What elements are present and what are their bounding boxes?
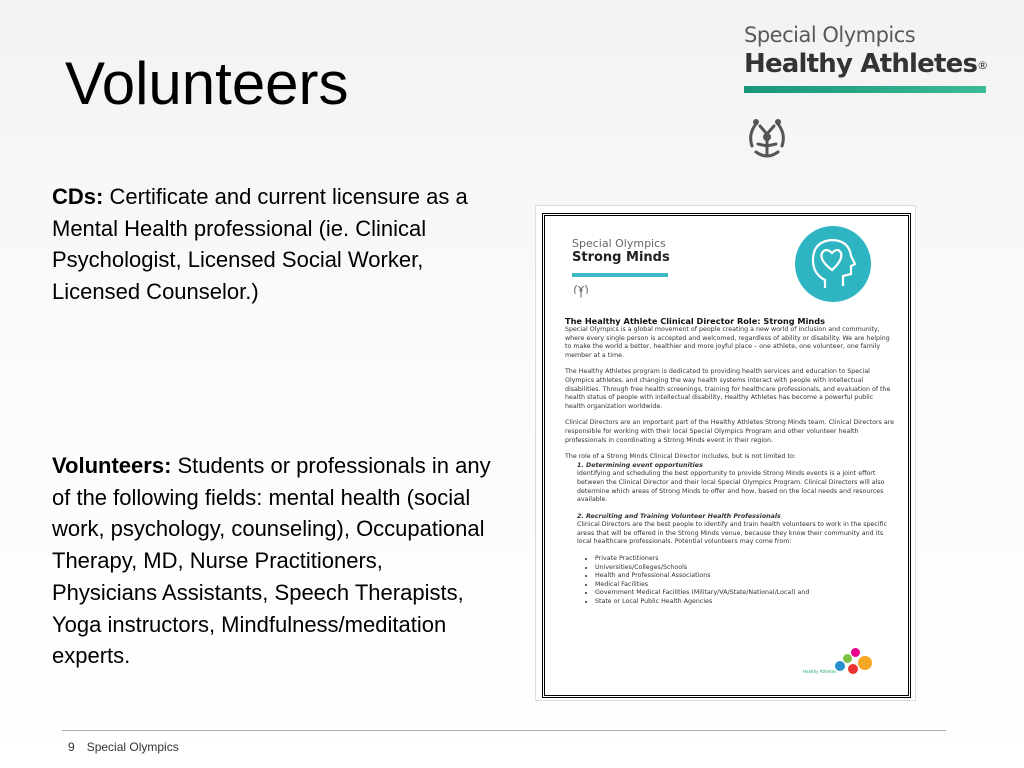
footer-divider (62, 730, 946, 731)
doc-roles-list (577, 462, 895, 547)
doc-role-text: Clinical Directors are the best people to identify and train health volunteers to work in the specific areas that will be offered in the Strong Minds venue, because they know their community and its local healthcare professionals. Potential volunteers may come from: (577, 521, 888, 546)
document-page (542, 213, 911, 698)
logo-bar (744, 86, 986, 93)
doc-source-item: • State or Local Public Health Agencies (595, 598, 895, 607)
volunteers-requirements (52, 450, 492, 672)
doc-heading: The Healthy Athlete Clinical Director Role: Strong Minds (565, 316, 825, 326)
head-heart-icon (795, 226, 871, 302)
doc-brand-bar (572, 273, 668, 277)
logo-main-text: Healthy Athletes (744, 49, 978, 79)
logo-main (744, 48, 1004, 80)
doc-source-item: • Government Medical Facilities (Military/VA/State/National/Local) and (595, 589, 895, 598)
doc-body (565, 316, 895, 607)
doc-emblem-icon (572, 282, 590, 300)
doc-source-item: • Health and Professional Associations (595, 572, 895, 581)
registered-mark: ® (977, 59, 988, 72)
volunteers-text: Students or professionals in any of the following fields: mental health (social work, psychology, counseling), Occupational Therapy, MD, Nurse Practitioners, Physicians Assistants, Speech Therapists, Yoga instructors, Mindfulness/meditation experts. (52, 453, 491, 669)
doc-source-item: • Private Practitioners (595, 555, 895, 564)
cds-label: CDs: (52, 184, 104, 209)
cds-requirements (52, 181, 492, 308)
doc-role-title: 2. Recruiting and Training Volunteer Health Professionals (577, 512, 781, 520)
doc-paragraph: The Healthy Athletes program is dedicated to providing health services and education to Special Olympics athletes, and changing the way health systems interact with people with intellectual disabilities. Through free health screenings, training for healthcare professionals, and evaluation of the health status of people with intellectual disability, Healthy Athletes has become a powerful public health organization worldwide. (565, 368, 891, 410)
doc-paragraph: Special Olympics is a global movement of people creating a new world of inclusion and community, where every single person is accepted and welcomed, regardless of ability or disability. We are helping to make the world a better, healthier and more joyful place – one athlete, one volunteer, one family member at a time. (565, 326, 890, 359)
logo-sub: Special Olympics (744, 23, 916, 47)
volunteers-label: Volunteers: (52, 453, 172, 478)
doc-footer-logo: Healthy Athletes (803, 669, 837, 674)
doc-source-item: • Medical Facilities (595, 581, 895, 590)
doc-sources-list (595, 555, 895, 607)
doc-source-item: • Universities/Colleges/Schools (595, 564, 895, 573)
footer-org: Special Olympics (86, 740, 179, 754)
doc-brand-sub: Special Olympics (572, 237, 666, 250)
doc-role (577, 462, 895, 505)
doc-brand-main: Strong Minds (572, 250, 670, 265)
document-thumbnail (535, 205, 916, 701)
cds-text: Certificate and current licensure as a Mental Health professional (ie. Clinical Psychologist, Licensed Social Worker, Licensed Counselor.) (52, 184, 468, 305)
special-olympics-emblem-icon (744, 116, 790, 162)
doc-role-text: Identifying and scheduling the best opportunity to provide Strong Minds events is a joint effort between the Clinical Director and their local Special Olympics Program. Clinical Directors will also determine which areas of Strong Minds to offer and how, based on the local needs and resources available. (577, 470, 885, 504)
slide-footer (68, 740, 191, 754)
doc-role (577, 513, 895, 547)
slide-title: Volunteers (65, 50, 349, 117)
doc-role-title: 1. Determining event opportunities (577, 461, 703, 469)
page-number: 9 (68, 740, 75, 754)
doc-paragraph: The role of a Strong Minds Clinical Director includes, but is not limited to: (565, 453, 796, 461)
healthy-athletes-logo (744, 22, 1004, 93)
doc-paragraph: Clinical Directors are an important part of the Healthy Athletes Strong Minds team. Clinical Directors are responsible for working with their local Special Olympics Program and other volunteer health professionals in coordinating a Strong Minds event in their region. (565, 419, 895, 444)
